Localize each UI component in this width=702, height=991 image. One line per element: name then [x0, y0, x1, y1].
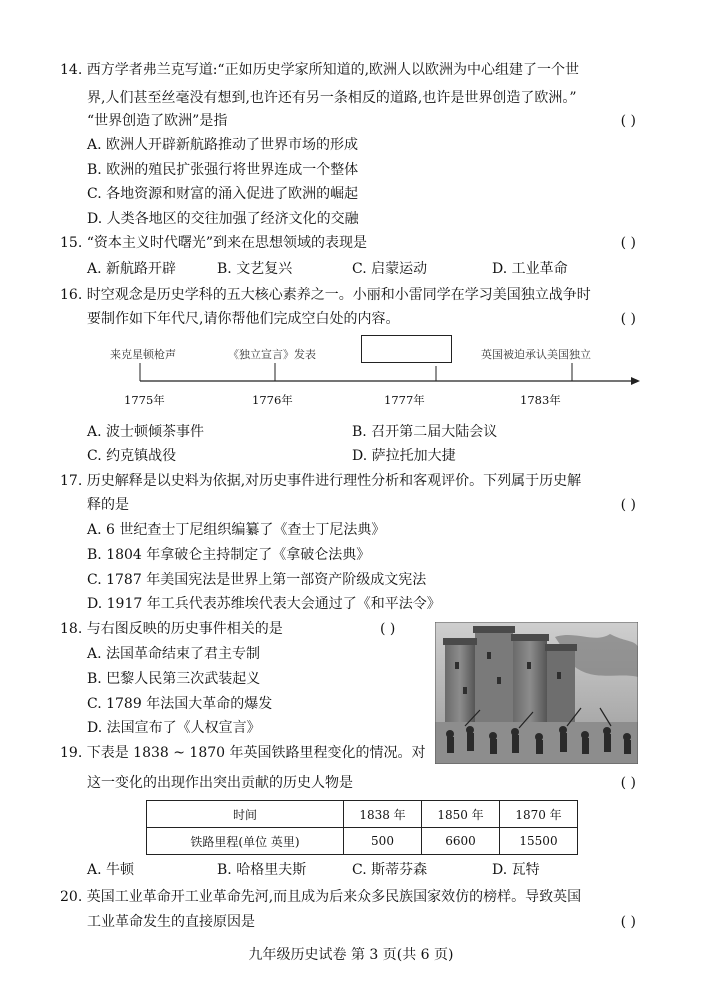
q14-option-c: C. 各地资源和财富的涌入促进了欧洲的崛起	[87, 186, 359, 202]
q18-option-b: B. 巴黎人民第三次武装起义	[87, 671, 261, 687]
q18-option-d: D. 法国宣布了《人权宣言》	[87, 720, 261, 736]
page-footer: 九年级历史试卷 第 3 页(共 6 页)	[248, 947, 454, 963]
q16-option-d: D. 萨拉托加大捷	[352, 448, 456, 464]
q14-stem-line2: 界,人们甚至丝毫没有想到,也许还有另一条相反的道路,也许是世界创造了欧洲。”	[87, 90, 577, 106]
timeline-blank-box[interactable]	[361, 335, 452, 363]
q16-stem-line1: 16. 时空观念是历史学科的五大核心素养之一。小丽和小雷同学在学习美国独立战争时	[60, 287, 591, 303]
q19-stem-line1: 19. 下表是 1838 ~ 1870 年英国铁路里程变化的情况。对	[60, 745, 426, 761]
q14-option-d: D. 人类各地区的交往加强了经济文化的交融	[87, 211, 359, 227]
table-cell-1870: 15500	[500, 828, 578, 855]
q19-stem-line2: 这一变化的出现作出突出贡献的历史人物是	[87, 775, 353, 791]
q19-option-d: D. 瓦特	[492, 862, 540, 878]
q17-stem-line1: 17. 历史解释是以史料为依据,对历史事件进行理性分析和客观评价。下列属于历史解	[60, 473, 582, 489]
railway-mileage-table	[146, 800, 578, 855]
q17-answer-bracket[interactable]: ( )	[620, 497, 636, 513]
q18-stem: 18. 与右图反映的历史事件相关的是	[60, 621, 283, 637]
timeline-year-1777: 1777年	[384, 393, 425, 407]
q14-option-a: A. 欧洲人开辟新航路推动了世界市场的形成	[87, 137, 359, 153]
q20-answer-bracket[interactable]: ( )	[620, 914, 636, 930]
q14-option-b: B. 欧洲的殖民扩张强行将世界连成一个整体	[87, 162, 359, 178]
q15-option-b: B. 文艺复兴	[217, 261, 293, 277]
q14-answer-bracket[interactable]: ( )	[620, 113, 636, 129]
timeline-event-4: 英国被迫承认美国独立	[481, 348, 591, 361]
q18-answer-bracket[interactable]: ( )	[380, 621, 396, 637]
bastille-illustration	[435, 622, 638, 764]
q17-option-c: C. 1787 年美国宪法是世界上第一部资产阶级成文宪法	[87, 572, 427, 588]
q17-option-b: B. 1804 年拿破仑主持制定了《拿破仑法典》	[87, 547, 371, 563]
q15-answer-bracket[interactable]: ( )	[620, 235, 636, 251]
q18-option-a: A. 法国革命结束了君主专制	[87, 646, 261, 662]
q16-answer-bracket[interactable]: ( )	[620, 311, 636, 327]
q17-option-d: D. 1917 年工兵代表苏维埃代表大会通过了《和平法令》	[87, 596, 441, 612]
table-cell-1850: 6600	[422, 828, 500, 855]
table-header-1838: 1838 年	[344, 801, 422, 828]
q15-option-c: C. 启蒙运动	[352, 261, 428, 277]
q15-stem: 15. “资本主义时代曙光”到来在思想领域的表现是	[60, 235, 368, 251]
q15-option-a: A. 新航路开辟	[87, 261, 177, 277]
timeline-year-1776: 1776年	[252, 393, 293, 407]
q17-option-a: A. 6 世纪查士丁尼组织编纂了《查士丁尼法典》	[87, 522, 386, 538]
table-header-time: 时间	[147, 801, 344, 828]
q17-stem-line2: 释的是	[87, 497, 129, 513]
timeline-year-1775: 1775年	[124, 393, 165, 407]
timeline-year-1783: 1783年	[520, 393, 561, 407]
q15-option-d: D. 工业革命	[492, 261, 568, 277]
table-cell-1838: 500	[344, 828, 422, 855]
q16-option-c: C. 约克镇战役	[87, 448, 177, 464]
q19-option-b: B. 哈格里夫斯	[217, 862, 307, 878]
table-header-1850: 1850 年	[422, 801, 500, 828]
q16-option-b: B. 召开第二届大陆会议	[352, 424, 498, 440]
q19-option-c: C. 斯蒂芬森	[352, 862, 428, 878]
q14-stem-line3: “世界创造了欧洲”是指	[87, 113, 228, 129]
timeline-event-1: 来克星顿枪声	[110, 348, 176, 361]
timeline-event-2: 《独立宣言》发表	[228, 348, 316, 361]
q20-stem-line1: 20. 英国工业革命开工业革命先河,而且成为后来众多民族国家效仿的榜样。导致英国	[60, 889, 582, 905]
table-header-1870: 1870 年	[500, 801, 578, 828]
q16-stem-line2: 要制作如下年代尺,请你帮他们完成空白处的内容。	[87, 311, 400, 327]
q20-stem-line2: 工业革命发生的直接原因是	[87, 914, 255, 930]
q16-option-a: A. 波士顿倾茶事件	[87, 424, 205, 440]
q19-answer-bracket[interactable]: ( )	[620, 775, 636, 791]
q18-option-c: C. 1789 年法国大革命的爆发	[87, 696, 273, 712]
q14-stem-line1: 14. 西方学者弗兰克写道:“正如历史学家所知道的,欧洲人以欧洲为中心组建了一个世	[60, 62, 580, 78]
table-row	[147, 828, 578, 855]
table-header-row	[147, 801, 578, 828]
q19-option-a: A. 牛顿	[87, 862, 135, 878]
table-cell-label: 铁路里程(单位 英里)	[147, 828, 344, 855]
